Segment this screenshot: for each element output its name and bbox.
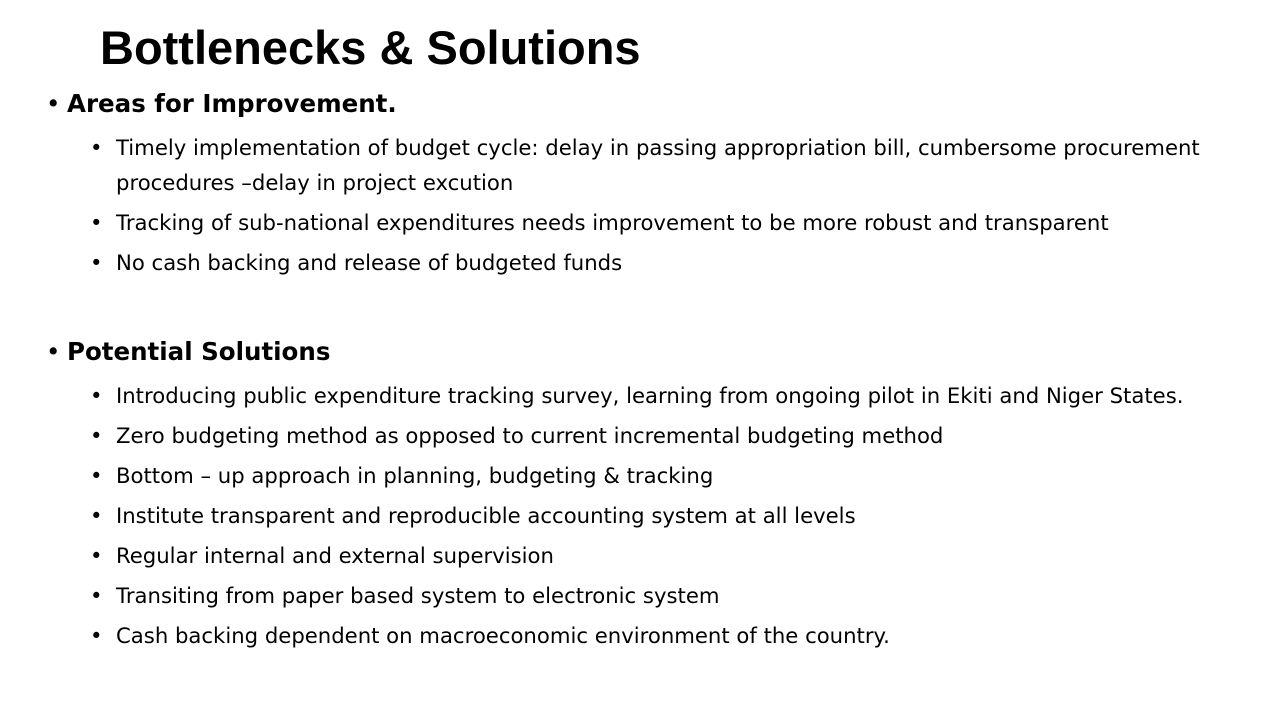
bullet-icon: • bbox=[90, 623, 103, 648]
list-item bbox=[46, 418, 1256, 453]
list-item bbox=[46, 578, 1256, 613]
list-item bbox=[46, 538, 1256, 573]
list-item bbox=[46, 458, 1256, 493]
list-item bbox=[46, 130, 1256, 200]
bullet-list bbox=[46, 130, 1256, 280]
bullet-icon: • bbox=[90, 135, 103, 160]
list-item bbox=[46, 498, 1256, 533]
bullet-icon: • bbox=[90, 383, 103, 408]
bullet-icon: • bbox=[90, 250, 103, 275]
bullet-icon: • bbox=[46, 337, 61, 366]
section-areas-for-improvement bbox=[46, 87, 1256, 280]
list-item-text: Bottom – up approach in planning, budgeting & tracking bbox=[116, 463, 714, 488]
list-item-text: Introducing public expenditure tracking survey, learning from ongoing pilot in Ekiti and Niger States. bbox=[116, 383, 1184, 408]
bullet-icon: • bbox=[90, 583, 103, 608]
section-heading bbox=[46, 335, 1256, 369]
bullet-icon: • bbox=[90, 543, 103, 568]
list-item bbox=[46, 378, 1256, 413]
bullet-icon: • bbox=[90, 423, 103, 448]
list-item-text: Zero budgeting method as opposed to current incremental budgeting method bbox=[116, 423, 944, 448]
list-item-text: Cash backing dependent on macroeconomic environment of the country. bbox=[116, 623, 890, 648]
list-item-text: No cash backing and release of budgeted funds bbox=[116, 250, 623, 275]
bullet-icon: • bbox=[90, 210, 103, 235]
bullet-icon: • bbox=[90, 463, 103, 488]
list-item bbox=[46, 618, 1256, 653]
bullet-icon: • bbox=[90, 503, 103, 528]
section-heading-text: Potential Solutions bbox=[67, 337, 331, 366]
list-item bbox=[46, 205, 1256, 240]
bullet-list bbox=[46, 378, 1256, 653]
list-item-text: Timely implementation of budget cycle: delay in passing appropriation bill, cumbersome procurement procedures –delay in project excution bbox=[116, 135, 1200, 195]
slide-title: Bottlenecks & Solutions bbox=[100, 21, 641, 74]
list-item-text: Regular internal and external supervision bbox=[116, 543, 554, 568]
section-heading-text: Areas for Improvement. bbox=[67, 89, 397, 118]
list-item bbox=[46, 245, 1256, 280]
section-heading bbox=[46, 87, 1256, 121]
list-item-text: Tracking of sub-national expenditures needs improvement to be more robust and transparent bbox=[116, 210, 1109, 235]
bullet-icon: • bbox=[46, 89, 61, 118]
section-potential-solutions bbox=[46, 335, 1256, 653]
list-item-text: Transiting from paper based system to electronic system bbox=[116, 583, 720, 608]
list-item-text: Institute transparent and reproducible accounting system at all levels bbox=[116, 503, 856, 528]
